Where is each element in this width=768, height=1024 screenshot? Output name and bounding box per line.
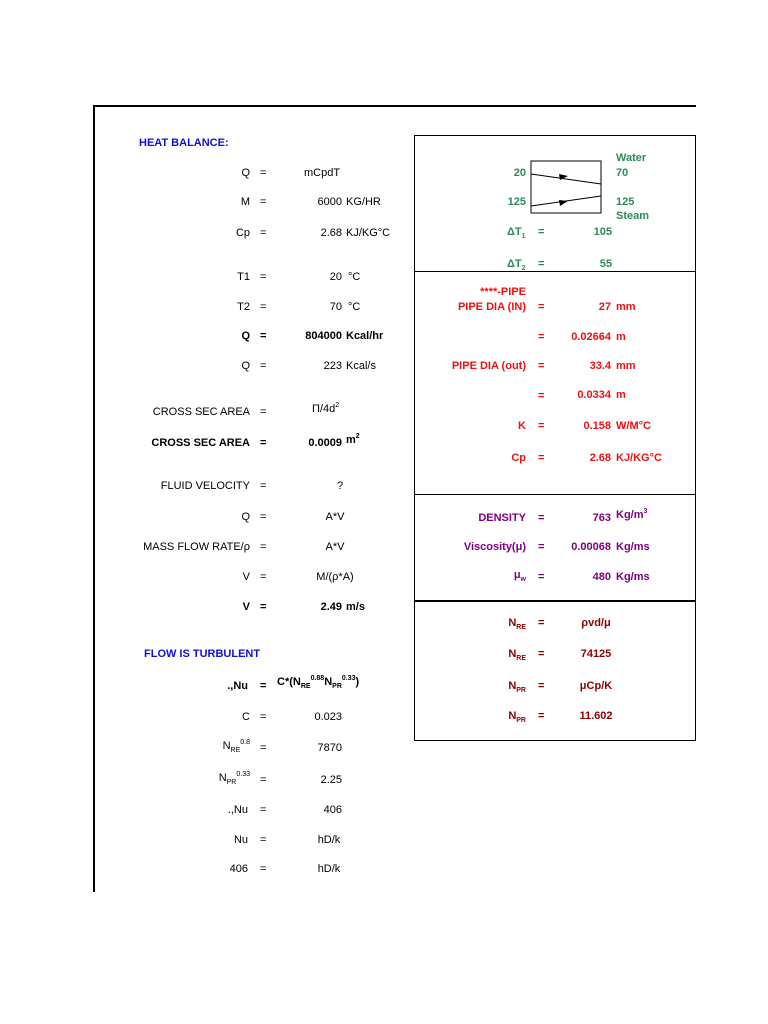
fluid-eq: =	[538, 571, 545, 583]
flow-eq: =	[260, 742, 267, 754]
nre-sub: RE	[516, 655, 526, 662]
nre-n: N	[222, 740, 231, 752]
hb-label: Q	[241, 511, 250, 523]
nu-re-sup: 0.88	[310, 675, 325, 682]
dt1-eq: =	[538, 226, 545, 238]
hb-eq: =	[260, 601, 267, 613]
flow-value: 0.023	[314, 711, 342, 723]
water-out-temp: 70	[616, 167, 629, 179]
pipe-unit: W/M°C	[616, 420, 651, 432]
hb-eq: =	[260, 571, 267, 583]
dt2-delta: ΔT	[507, 258, 522, 270]
nu-re-sub: RE	[300, 683, 311, 690]
pipe-unit: mm	[616, 301, 636, 313]
dt1-delta: ΔT	[507, 226, 522, 238]
hb-unit	[346, 434, 360, 446]
hb-value: M/(ρ*A)	[316, 571, 354, 583]
hb-label: MASS FLOW RATE/ρ	[143, 541, 250, 553]
flow-title: FLOW IS TURBULENT	[144, 648, 261, 660]
mu-w-sub: w	[520, 576, 526, 583]
exchanger-box	[531, 161, 601, 213]
hb-value: 0.0009	[308, 437, 342, 449]
area-unit-sup: 2	[355, 433, 360, 440]
npr-sup: 0.33	[236, 771, 250, 778]
pipe-eq: =	[538, 390, 545, 402]
pipe-value: 2.68	[589, 452, 611, 464]
hb-value: A*V	[325, 511, 345, 523]
hb-eq: =	[260, 480, 267, 492]
water-label: Water	[616, 152, 647, 164]
dt1-value: 105	[593, 226, 612, 238]
hb-unit: KJ/KG°C	[346, 227, 391, 239]
num-eq: =	[538, 648, 545, 660]
hb-unit: m/s	[346, 601, 365, 613]
pipe-unit: mm	[616, 360, 636, 372]
box-top	[414, 135, 696, 136]
hb-label: V	[242, 571, 250, 583]
nu-formula-prefix: C*(N	[277, 676, 301, 688]
pipe-label: K	[518, 420, 526, 432]
nre-n: N	[508, 648, 517, 660]
dt1-label	[507, 226, 526, 238]
fluid-value: 0.00068	[571, 541, 611, 553]
box-divider-2	[414, 494, 696, 495]
heat-exchanger-diagram	[530, 160, 602, 214]
fluid-label: DENSITY	[478, 512, 526, 524]
npr-sub: PR	[516, 687, 526, 694]
npr-sub: PR	[516, 717, 526, 724]
pipe-eq: =	[538, 452, 545, 464]
hb-label: FLUID VELOCITY	[160, 480, 250, 492]
box-right	[695, 135, 696, 740]
npr-n: N	[508, 680, 517, 692]
flow-eq: =	[260, 711, 267, 723]
flow-eq: =	[260, 863, 267, 875]
flow-label: Nu	[233, 834, 248, 846]
pipe-eq: =	[538, 420, 545, 432]
hb-value: 2.68	[320, 227, 342, 239]
mu-w: μ	[513, 569, 521, 581]
flow-label: C	[242, 711, 250, 723]
box-divider-3	[414, 600, 696, 602]
dt2-sub: 2	[521, 265, 526, 272]
dt2-label	[507, 258, 526, 270]
num-value: μCp/K	[579, 680, 613, 692]
hb-label: CROSS SEC AREA	[152, 406, 250, 418]
hb-value	[312, 403, 339, 415]
hb-label: Cp	[235, 227, 250, 239]
num-value: 11.602	[579, 710, 613, 722]
pipe-eq: =	[538, 301, 545, 313]
box-left	[414, 135, 415, 740]
area-formula-sup: 2	[335, 402, 340, 409]
hb-value: 6000	[317, 196, 342, 208]
num-label	[490, 648, 526, 660]
flow-label	[150, 772, 250, 784]
pipe-value: 33.4	[589, 360, 611, 372]
num-eq: =	[538, 617, 545, 629]
fluid-label: Viscosity(μ)	[463, 541, 526, 553]
hb-eq: =	[260, 541, 267, 553]
fluid-label	[420, 569, 526, 581]
pipe-value: 27	[598, 301, 611, 313]
pipe-value: 0.0334	[577, 389, 611, 401]
nu-pr-sub: PR	[332, 683, 342, 690]
fluid-eq: =	[538, 512, 545, 524]
num-label	[490, 680, 526, 692]
hb-label: CROSS SEC AREA	[151, 437, 250, 449]
fluid-unit: Kg/ms	[616, 541, 650, 553]
flow-eq: =	[260, 804, 267, 816]
box-divider-1	[414, 271, 696, 272]
box-bottom	[414, 740, 696, 741]
num-label	[490, 710, 526, 722]
npr-n: N	[218, 772, 227, 784]
flow-value: 406	[323, 804, 342, 816]
flow-value: hD/k	[317, 863, 341, 875]
pipe-label: PIPE DIA (IN)	[457, 301, 526, 313]
top-flow-arrow	[531, 174, 601, 184]
pipe-eq: =	[538, 360, 545, 372]
hb-eq: =	[260, 360, 267, 372]
area-unit: m	[346, 434, 356, 446]
dt2-eq: =	[538, 258, 545, 270]
hb-label: M	[240, 196, 250, 208]
fluid-value: 480	[592, 571, 611, 583]
hb-value: 20	[329, 271, 342, 283]
pipe-unit: m	[616, 389, 626, 401]
dt2-value: 55	[599, 258, 612, 270]
page-top-border	[93, 105, 696, 107]
page-left-border	[93, 105, 95, 892]
steam-label: Steam	[616, 210, 650, 222]
nu-pr-sup: 0.33	[341, 675, 356, 682]
flow-label: .,Nu	[227, 804, 248, 816]
left-top-temp: 20	[513, 167, 526, 179]
hb-eq: =	[260, 271, 267, 283]
flow-value: 2.25	[320, 774, 342, 786]
pipe-label: Cp	[511, 452, 526, 464]
hb-eq: =	[260, 227, 267, 239]
pipe-header: ****-PIPE	[480, 286, 526, 298]
dt1-sub: 1	[521, 233, 526, 240]
nre-sup: 0.8	[240, 739, 250, 746]
hb-value: A*V	[325, 541, 345, 553]
hb-eq: =	[260, 406, 267, 418]
flow-label: 406	[229, 863, 248, 875]
hb-unit: KG/HR	[346, 196, 381, 208]
npr-sub: PR	[226, 779, 237, 786]
hb-value: ?	[336, 480, 344, 492]
hb-unit: Kcal/s	[346, 360, 376, 372]
flow-value: hD/k	[317, 834, 341, 846]
fluid-eq: =	[538, 541, 545, 553]
hb-label: T1	[237, 271, 250, 283]
nu-eq: =	[260, 680, 267, 692]
hb-value: mCpdT	[304, 167, 341, 179]
heat-balance-title: HEAT BALANCE:	[139, 137, 229, 149]
hb-label: Q	[241, 360, 250, 372]
hb-unit: °C	[348, 271, 361, 283]
hb-unit: Kcal/hr	[346, 330, 384, 342]
nu-formula-suffix: )	[355, 676, 360, 688]
pipe-value: 0.158	[583, 420, 611, 432]
fluid-unit	[616, 509, 647, 521]
flow-eq: =	[260, 774, 267, 786]
hb-unit: °C	[348, 301, 361, 313]
hb-eq: =	[260, 330, 267, 342]
hb-value: 804000	[305, 330, 342, 342]
nu-formula-mid: N	[324, 676, 333, 688]
pipe-unit: m	[616, 331, 626, 343]
hb-label: Q	[241, 330, 250, 342]
nre-sub: RE	[230, 747, 241, 754]
nre-sub: RE	[516, 624, 526, 631]
right-bottom-temp: 125	[616, 196, 635, 208]
hb-eq: =	[260, 196, 267, 208]
hb-value: 223	[323, 360, 342, 372]
hb-label: Q	[241, 167, 250, 179]
left-bottom-temp: 125	[507, 196, 526, 208]
nu-formula	[277, 676, 359, 688]
num-value: ρvd/μ	[581, 617, 611, 629]
density-unit: Kg/m	[616, 509, 644, 521]
pipe-value: 0.02664	[571, 331, 611, 343]
hb-eq: =	[260, 511, 267, 523]
hb-value: 70	[329, 301, 342, 313]
fluid-unit: Kg/ms	[616, 571, 650, 583]
num-eq: =	[538, 710, 545, 722]
pipe-label: PIPE DIA (out)	[451, 360, 526, 372]
flow-value: 7870	[317, 742, 342, 754]
num-eq: =	[538, 680, 545, 692]
hb-label: V	[242, 601, 250, 613]
num-label	[490, 617, 526, 629]
hb-eq: =	[260, 301, 267, 313]
flow-label	[150, 740, 250, 752]
hb-label: T2	[237, 301, 250, 313]
bottom-arrowhead	[559, 200, 568, 206]
nre-n: N	[508, 617, 517, 629]
hb-eq: =	[260, 437, 267, 449]
hb-value: 2.49	[320, 601, 342, 613]
pipe-unit: KJ/KG°C	[616, 452, 662, 464]
area-formula: Π/4d	[312, 403, 336, 415]
flow-eq: =	[260, 834, 267, 846]
num-value: 74125	[580, 648, 612, 660]
hb-eq: =	[260, 167, 267, 179]
pipe-eq: =	[538, 331, 545, 343]
npr-n: N	[508, 710, 517, 722]
fluid-value: 763	[592, 512, 611, 524]
density-unit-sup: 3	[643, 508, 648, 515]
nu-label: .,Nu	[227, 680, 248, 692]
